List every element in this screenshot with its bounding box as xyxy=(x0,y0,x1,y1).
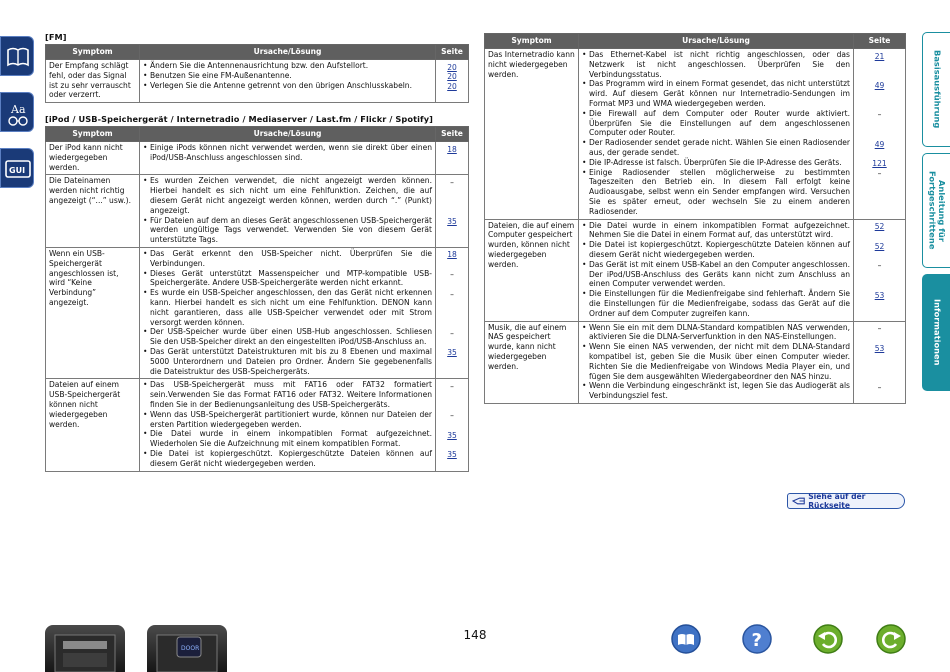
page-link[interactable]: 52 xyxy=(874,241,885,251)
page-dash: – xyxy=(450,289,454,299)
bullet-icon: • xyxy=(143,176,148,186)
cause-header: Ursache/Lösung xyxy=(140,45,436,60)
page-link[interactable]: 53 xyxy=(874,343,885,353)
page-header: Seite xyxy=(854,34,906,49)
page-cell xyxy=(854,219,906,321)
bullet-icon: • xyxy=(582,108,587,118)
table-row xyxy=(485,49,906,220)
cause-item xyxy=(582,79,850,108)
symptom-cell: Die Dateinamen werden nicht richtig angezeigt (“...” usw.). xyxy=(46,175,140,248)
page-ref xyxy=(439,348,465,358)
cause-item xyxy=(143,216,432,245)
page-dash: – xyxy=(877,110,882,120)
fm-section-title: [FM] xyxy=(45,32,67,42)
page-link[interactable]: 35 xyxy=(447,217,457,227)
page-header: Seite xyxy=(436,127,469,142)
page-ref xyxy=(857,81,902,91)
svg-text:DOOR: DOOR xyxy=(181,645,200,652)
table-row xyxy=(46,379,469,471)
bullet-icon: • xyxy=(582,79,587,89)
cause-item xyxy=(143,429,432,449)
bullet-icon: • xyxy=(582,289,587,299)
page-link[interactable]: 21 xyxy=(874,51,885,61)
tab-basic[interactable] xyxy=(922,32,950,147)
bullet-icon: • xyxy=(143,380,148,390)
page-dash: – xyxy=(450,177,454,187)
bullet-icon: • xyxy=(143,70,148,80)
cause-cell xyxy=(140,60,436,103)
cause-item xyxy=(582,138,850,158)
bullet-icon: • xyxy=(143,61,148,70)
cause-item xyxy=(582,260,850,289)
page-link[interactable]: 18 xyxy=(447,250,457,260)
page-dash: – xyxy=(877,261,882,271)
cause-text: Das Programm wird in einem Format gesendet, das nicht unterstützt wird. Auf diesem Gerät können nur Internetradio-Sendungen im Format MP3 und WMA wiedergegeben werden. xyxy=(589,79,850,108)
page-cell xyxy=(436,142,469,175)
page-link[interactable]: 52 xyxy=(874,222,885,232)
cause-item xyxy=(143,449,432,469)
cause-item xyxy=(582,158,850,168)
cause-cell xyxy=(579,219,854,321)
cause-cell xyxy=(140,379,436,471)
cause-cell xyxy=(140,175,436,248)
cause-text: Die Datei ist kopiergeschützt. Kopiergeschützte Dateien können auf diesem Gerät nicht wiedergegeben werden. xyxy=(589,240,850,259)
page-ref xyxy=(857,140,902,150)
bullet-icon: • xyxy=(582,138,587,148)
cause-text: Wenn das USB-Speichergerät partitioniert wurde, können nur Dateien der ersten Partition wiedergegeben werden. xyxy=(150,409,432,429)
page-dash: – xyxy=(877,169,882,179)
cause-item xyxy=(582,168,850,217)
svg-text:GUI: GUI xyxy=(9,166,26,175)
cause-cell xyxy=(579,49,854,220)
cause-text: Die IP-Adresse ist falsch. Überprüfen Sie die IP-Adresse des Geräts. xyxy=(589,157,842,167)
page-link[interactable]: 20 xyxy=(447,72,457,82)
page-cell xyxy=(436,247,469,378)
symptom-cell: Der iPod kann nicht wiedergegeben werden. xyxy=(46,142,140,175)
cause-header: Ursache/Lösung xyxy=(579,34,854,49)
cause-text: Ändern Sie die Antennenausrichtung bzw. den Aufstellort. xyxy=(150,61,369,70)
page-ref xyxy=(439,178,465,188)
page-link[interactable]: 121 xyxy=(872,159,887,169)
page-ref xyxy=(439,329,465,339)
cause-item xyxy=(143,380,432,409)
cause-item xyxy=(582,240,850,260)
cause-text: Einige Radiosender stellen möglicherweise zu bestimmten Tageszeiten den Betrieb ein. In diesem Fall erfolgt keine Audioausgabe, selbst wenn ein Sender empfangen wird. Versuchen Sie es später erneut, oder wechseln Sie zu einem anderen Radiosender. xyxy=(589,167,850,216)
cause-item xyxy=(143,410,432,430)
symptom-cell: Dateien, die auf einem Computer gespeichert wurden, können nicht wiedergegeben werden. xyxy=(485,219,579,321)
page-dash: – xyxy=(877,382,882,392)
cause-item xyxy=(582,342,850,381)
bullet-icon: • xyxy=(582,157,587,167)
page-ref xyxy=(439,63,465,73)
bullet-icon: • xyxy=(143,215,148,225)
tab-information[interactable] xyxy=(922,274,950,391)
cause-item xyxy=(143,176,432,215)
cause-item xyxy=(582,289,850,318)
bullet-icon: • xyxy=(582,167,587,177)
tab-advanced-label: Anleitung für Fortgeschrittene xyxy=(927,171,948,250)
cause-item xyxy=(582,109,850,138)
page-ref xyxy=(439,431,465,441)
page-ref xyxy=(439,290,465,300)
page-dash: – xyxy=(450,328,454,338)
cause-text: Das Gerät ist mit einem USB-Kabel an den Computer angeschlossen. Der iPod/USB-Anschluss des Geräts kann nicht zum Anschluss an einen Computer verwendet werden. xyxy=(589,259,850,289)
bullet-icon: • xyxy=(582,240,587,250)
page-ref xyxy=(857,169,902,179)
table-row xyxy=(46,142,469,175)
cause-cell xyxy=(140,142,436,175)
symptom-cell: Wenn ein USB-Speichergerät angeschlossen ist, wird “Keine Verbindung” angezeigt. xyxy=(46,247,140,378)
page-cell xyxy=(854,49,906,220)
page-cell xyxy=(854,321,906,403)
table-row xyxy=(46,175,469,248)
cause-item xyxy=(582,221,850,241)
bullet-icon: • xyxy=(582,342,587,352)
page-dash: – xyxy=(450,381,454,391)
see-back-page-button[interactable] xyxy=(787,493,905,509)
cause-cell xyxy=(140,247,436,378)
bullet-icon: • xyxy=(143,143,148,152)
cause-item xyxy=(582,381,850,401)
page-link[interactable]: 35 xyxy=(447,430,457,440)
cause-cell xyxy=(579,321,854,403)
symptom-header: Symptom xyxy=(46,127,140,142)
bullet-icon: • xyxy=(582,259,587,269)
bullet-icon: • xyxy=(143,288,148,298)
symptom-cell: Der Empfang schlägt fehl, oder das Signal ist zu sehr verrauscht oder verzerrt. xyxy=(46,60,140,103)
page-link[interactable]: 49 xyxy=(874,80,885,90)
page-ref xyxy=(857,52,902,62)
table-row xyxy=(46,60,469,103)
help-icon[interactable] xyxy=(742,624,772,654)
cause-item xyxy=(143,71,432,81)
bullet-icon: • xyxy=(143,409,148,419)
cause-text: Das Gerät erkennt den USB-Speicher nicht. Überprüfen Sie die Verbindungen. xyxy=(150,248,432,268)
tab-information-label: Informationen xyxy=(932,299,943,366)
symptom-header: Symptom xyxy=(485,34,579,49)
back-label: Siehe auf der Rückseite xyxy=(808,492,866,510)
page-ref xyxy=(857,110,902,120)
page-link[interactable]: 49 xyxy=(874,139,885,149)
cause-item xyxy=(143,61,432,71)
usb-section-title: [iPod / USB-Speichergerät / Internetradio / Mediaserver / Last.fm / Flickr / Spotify] xyxy=(45,114,433,124)
table-row xyxy=(485,219,906,321)
pointing-hand-icon xyxy=(792,496,805,506)
page-cell xyxy=(436,379,469,471)
font-glasses-icon[interactable] xyxy=(0,92,34,132)
page-ref xyxy=(857,261,902,271)
page-ref xyxy=(857,159,902,169)
cause-text: Das USB-Speichergerät muss mit FAT16 oder FAT32 formatiert sein.Verwenden Sie das Format FAT16 oder FAT32. Weitere Informationen finden Sie in der Bedienungsanleitung des USB-Speichergeräts. xyxy=(150,380,432,409)
cause-item xyxy=(143,288,432,327)
symptom-cell: Das Internetradio kann nicht wiedergegeben werden. xyxy=(485,49,579,220)
symptom-cell: Musik, die auf einem NAS gespeichert wurde, kann nicht wiedergegeben werden. xyxy=(485,321,579,403)
manual-book-icon[interactable] xyxy=(671,624,701,654)
bullet-icon: • xyxy=(143,429,148,439)
gui-icon[interactable] xyxy=(0,148,34,188)
cause-text: Benutzen Sie eine FM-Außenantenne. xyxy=(150,70,292,80)
left-icon-bar xyxy=(0,36,34,204)
symptom-header: Symptom xyxy=(46,45,140,60)
table-row xyxy=(485,321,906,403)
cause-text: Wenn die Verbindung eingeschränkt ist, legen Sie das Audiogerät als Verbindungsziel fest. xyxy=(589,381,850,401)
bullet-icon: • xyxy=(143,346,148,356)
page-dash: – xyxy=(450,270,454,280)
page-link[interactable]: 18 xyxy=(447,144,457,154)
page-ref xyxy=(439,72,465,82)
tab-basic-label: Basisausführung xyxy=(932,50,943,129)
forward-icon[interactable] xyxy=(876,624,906,654)
page-link[interactable]: 20 xyxy=(447,82,457,92)
device-front-image xyxy=(45,625,125,672)
symptom-cell: Dateien auf einem USB-Speichergerät können nicht wiedergegeben werden. xyxy=(46,379,140,471)
cause-item xyxy=(582,323,850,343)
cause-item xyxy=(582,50,850,79)
page-ref xyxy=(857,222,902,232)
page-dash: – xyxy=(877,324,882,334)
page-link[interactable]: 35 xyxy=(447,348,457,358)
bullet-icon: • xyxy=(582,220,587,230)
cause-item xyxy=(143,249,432,269)
page-cell xyxy=(436,60,469,103)
page-link[interactable]: 53 xyxy=(874,290,885,300)
svg-text:?: ? xyxy=(751,630,762,651)
bullet-icon: • xyxy=(582,381,587,391)
cause-text: Es wurde ein USB-Speicher angeschlossen, den das Gerät nicht erkennen kann. Hierbei handelt es sich nicht um eine Fehlfunktion. DENON kann nicht garantieren, dass alle USB-Speicher verwendet oder mit Strom versorgt werden können. xyxy=(150,288,432,327)
usb-table xyxy=(45,126,469,472)
page-number: 148 xyxy=(463,628,487,642)
cause-item xyxy=(143,347,432,376)
bullet-icon: • xyxy=(143,327,148,337)
page-ref xyxy=(857,242,902,252)
page-ref xyxy=(439,145,465,155)
tab-advanced[interactable] xyxy=(922,153,950,268)
page-ref xyxy=(439,82,465,92)
bullet-icon: • xyxy=(143,248,148,258)
page-cell xyxy=(436,175,469,248)
book-icon[interactable] xyxy=(0,36,34,76)
svg-text:Aa: Aa xyxy=(11,103,26,116)
page-header: Seite xyxy=(436,45,469,60)
bullet-icon: • xyxy=(582,50,587,59)
table-row xyxy=(46,247,469,378)
bullet-icon: • xyxy=(143,80,148,90)
bullet-icon: • xyxy=(143,268,148,278)
page-ref xyxy=(439,270,465,280)
page-link[interactable]: 20 xyxy=(447,62,457,72)
cause-text: Das Gerät unterstützt Dateistrukturen mit bis zu 8 Ebenen und maximal 5000 Unterordnern und Dateien pro Ordner. Ändern Sie gegebenenfalls die Dateistruktur des USB-Speichergeräts. xyxy=(150,346,432,376)
page-link[interactable]: 35 xyxy=(447,450,457,460)
page-ref xyxy=(439,411,465,421)
cause-item xyxy=(143,143,432,163)
page-ref xyxy=(857,344,902,354)
cause-text: Verlegen Sie die Antenne getrennt von den übrigen Anschlusskabeln. xyxy=(150,80,412,90)
page-ref xyxy=(439,450,465,460)
cause-text: Es wurden Zeichen verwendet, die nicht angezeigt werden können. Hierbei handelt es sich nicht um eine Fehlfunktion. Zeichen, die auf diesem Gerät nicht angezeigt werden können, werden durch “.” (Punkt) angezeigt. xyxy=(150,176,432,215)
page-ref xyxy=(857,324,902,334)
cause-text: Für Dateien auf dem an dieses Gerät angeschlossenen USB-Speichergerät werden ungültige Tags verwendet. Verwenden Sie von diesem Gerät unterstützte Tags. xyxy=(150,215,432,245)
device-detail-image xyxy=(147,625,227,672)
cause-text: Einige iPods können nicht verwendet werden, wenn sie direkt über einen iPod/USB-Anschluss angeschlossen sind. xyxy=(150,143,432,162)
cause-header: Ursache/Lösung xyxy=(140,127,436,142)
cause-text: Der USB-Speicher wurde über einen USB-Hub angeschlossen. Schliesen Sie den USB-Speicher direkt an den eingestellten iPod/USB-Anschluss an. xyxy=(150,327,432,347)
cause-text: Die Datei wurde in einem inkompatiblen Format aufgezeichnet. Wiederholen Sie die Aufzeichnung mit einem kompatiblen Format. xyxy=(150,429,432,449)
cause-text: Das Ethernet-Kabel ist nicht richtig angeschlossen, oder das Netzwerk ist nicht angeschlossen. Überprüfen Sie den Verbindungsstatus. xyxy=(589,50,850,79)
bullet-icon: • xyxy=(143,448,148,458)
page-ref xyxy=(439,217,465,227)
page-ref xyxy=(439,250,465,260)
page-ref xyxy=(439,382,465,392)
cause-text: Die Datei wurde in einem inkompatiblen Format aufgezeichnet. Nehmen Sie die Datei in einem Format auf, das unterstützt wird. xyxy=(589,220,850,240)
page-ref xyxy=(857,383,902,393)
cause-text: Die Firewall auf dem Computer oder Router wurde aktiviert. Überprüfen Sie die Einstellungen auf dem angeschlossenen Computer oder Router. xyxy=(589,108,850,138)
fm-table xyxy=(45,44,469,103)
page-ref xyxy=(857,291,902,301)
cause-text: Die Datei ist kopiergeschützt. Kopiergeschützte Dateien können auf diesem Gerät nicht wiedergegeben werden. xyxy=(150,448,432,468)
cause-text: Dieses Gerät unterstützt Massenspeicher und MTP-kompatible USB-Speichergeräte. Andere USB-Speichergeräte werden nicht erkannt. xyxy=(150,268,432,288)
cause-item xyxy=(143,269,432,289)
cause-text: Wenn Sie einen NAS verwenden, der nicht mit dem DLNA-Standard kompatibel ist, geben Sie die Musik über einen Computer wieder. Richten Sie die Medienfreigabe von Windows Media Player ein, und fügen Sie dem ausgewählten Wiedergabeordner den NAS hinzu. xyxy=(589,342,850,381)
cause-text: Der Radiosender sendet gerade nicht. Wählen Sie einen Radiosender aus, der gerade sendet. xyxy=(589,138,850,157)
network-table xyxy=(484,33,906,404)
cause-item xyxy=(143,327,432,347)
page-dash: – xyxy=(450,411,454,421)
bullet-icon: • xyxy=(582,322,587,332)
cause-text: Die Einstellungen für die Medienfreigabe sind fehlerhaft. Ändern Sie die Einstellungen für die Medienfreigabe, sodass das Gerät auf die Ordner auf dem Computer zugreifen kann. xyxy=(589,289,850,318)
cause-text: Wenn Sie ein mit dem DLNA-Standard kompatiblen NAS verwenden, aktivieren Sie die DLNA-Serverfunktion in den NAS-Einstellungen. xyxy=(589,322,850,342)
cause-item xyxy=(143,81,432,91)
back-icon[interactable] xyxy=(813,624,843,654)
